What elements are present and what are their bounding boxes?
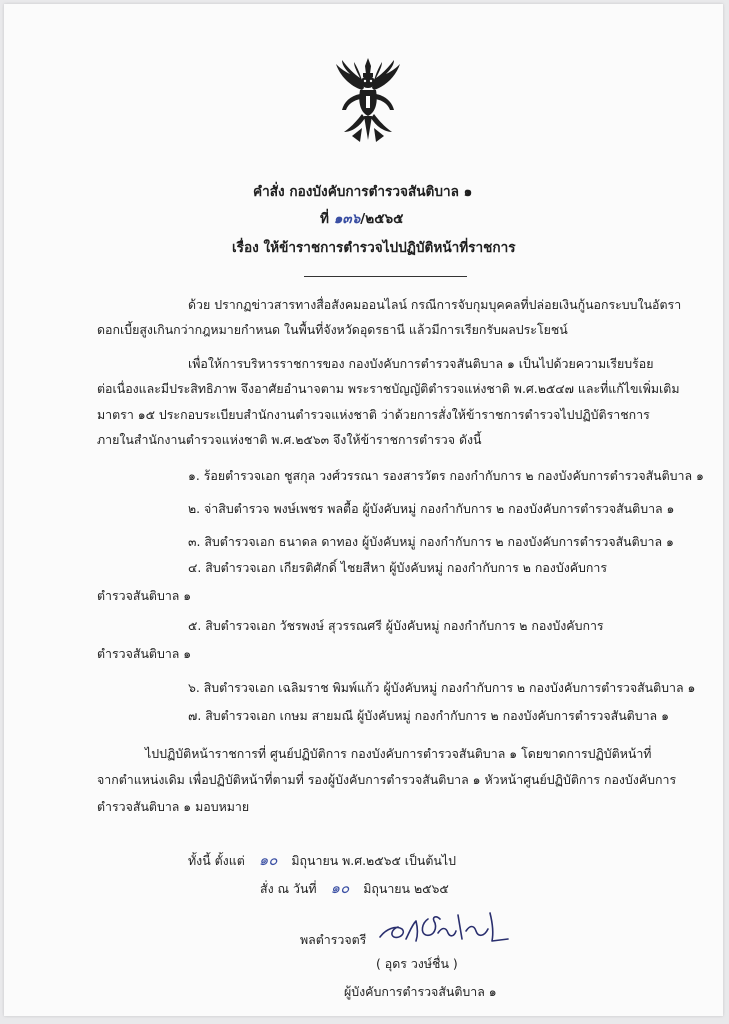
order-subject: เรื่อง ให้ข้าราชการตำรวจไปปฏิบัติหน้าที่ราชการ xyxy=(232,240,516,256)
paragraph-1-line-1: ด้วย ปรากฏข่าวสารทางสื่อสังคมออนไลน์ กรณีการจับกุมบุคคลที่ปล่อยเงินกู้นอกระบบในอัตรา xyxy=(188,297,682,312)
paragraph-3-line-2: จากตำแหน่งเดิม เพื่อปฏิบัติหน้าที่ตามที่ รองผู้บังคับการตำรวจสันติบาล ๑ หัวหน้าศูนย์ปฏิบัติการ กองบังคับการ xyxy=(97,772,677,787)
header-divider xyxy=(304,276,467,277)
order-title: คำสั่ง กองบังคับการตำรวจสันติบาล ๑ xyxy=(253,184,473,200)
officer-item-5: ๕. สิบตำรวจเอก วัชรพงษ์ สุวรรณศรี ผู้บังคับหมู่ กองกำกับการ ๒ กองบังคับการ xyxy=(188,618,604,633)
paragraph-3-line-3: ตำรวจสันติบาล ๑ มอบหมาย xyxy=(97,799,250,814)
order-number-suffix: /๒๕๖๕ xyxy=(360,211,404,227)
officer-item-1: ๑. ร้อยตำรวจเอก ชูสกุล วงศ์วรรณา รองสารวัตร กองกำกับการ ๒ กองบังคับการตำรวจสันติบาล ๑ xyxy=(188,468,704,483)
paragraph-2-line-3: มาตรา ๑๕ ประกอบระเบียบสำนักงานตำรวจแห่งชาติ ว่าด้วยการสั่งให้ข้าราชการตำรวจไปปฏิบัติราชการ xyxy=(97,407,650,422)
effective-prefix: ทั้งนี้ ตั้งแต่ xyxy=(188,853,245,868)
effective-day-handwritten: ๑๐ xyxy=(258,851,278,869)
officer-item-6: ๖. สิบตำรวจเอก เฉลิมราช พิมพ์แก้ว ผู้บังคับหมู่ กองกำกับการ ๒ กองบังคับการตำรวจสันติบาล ๑ xyxy=(188,680,696,695)
document-page xyxy=(4,4,723,1016)
signatory-position: ผู้บังคับการตำรวจสันติบาล ๑ xyxy=(344,984,497,999)
officer-item-5-continued: ตำรวจสันติบาล ๑ xyxy=(97,646,192,661)
ordered-date-line xyxy=(260,880,449,897)
paragraph-1-line-2: ดอกเบี้ยสูงเกินกว่ากฎหมายกำหนด ในพื้นที่จังหวัดอุดรธานี แล้วมีการเรียกรับผลประโยชน์ xyxy=(97,322,568,337)
signatory-name: ( อุดร วงษ์ชื่น ) xyxy=(376,956,458,971)
effective-suffix: มิถุนายน พ.ศ.๒๕๖๕ เป็นต้นไป xyxy=(291,853,456,868)
officer-item-2: ๒. จ่าสิบตำรวจ พงษ์เพชร พลตื้อ ผู้บังคับหมู่ กองกำกับการ ๒ กองบังคับการตำรวจสันติบาล ๑ xyxy=(188,501,675,516)
order-number xyxy=(320,211,403,227)
ordered-day-handwritten: ๑๐ xyxy=(330,879,350,897)
paragraph-2-line-2: ต่อเนื่องและมีประสิทธิภาพ จึงอาศัยอำนาจตาม พระราชบัญญัติตำรวจแห่งชาติ พ.ศ.๒๕๔๗ และที่แก้ไขเพิ่มเติม xyxy=(97,381,680,396)
garuda-emblem-icon xyxy=(332,56,404,148)
paragraph-3-line-1: ไปปฏิบัติหน้าราชการที่ ศูนย์ปฏิบัติการ กองบังคับการตำรวจสันติบาล ๑ โดยขาดการปฏิบัติหน้าที่ xyxy=(145,746,652,761)
officer-item-7: ๗. สิบตำรวจเอก เกษม สายมณี ผู้บังคับหมู่ กองกำกับการ ๒ กองบังคับการตำรวจสันติบาล ๑ xyxy=(188,708,669,723)
effective-date-line xyxy=(188,852,456,869)
signatory-rank: พลตำรวจตรี xyxy=(300,932,367,947)
paragraph-2-line-4: ภายในสำนักงานตำรวจแห่งชาติ พ.ศ.๒๕๖๓ จึงให้ข้าราชการตำรวจ ดังนี้ xyxy=(97,432,482,447)
officer-item-4-continued: ตำรวจสันติบาล ๑ xyxy=(97,588,192,603)
order-number-prefix: ที่ xyxy=(320,211,329,227)
paragraph-2-line-1: เพื่อให้การบริหารราชการของ กองบังคับการตำรวจสันติบาล ๑ เป็นไปด้วยความเรียบร้อย xyxy=(188,356,654,371)
handwritten-signature xyxy=(376,909,516,945)
officer-item-4: ๔. สิบตำรวจเอก เกียรติศักดิ์ ไชยสีหา ผู้บังคับหมู่ กองกำกับการ ๒ กองบังคับการ xyxy=(188,560,608,575)
ordered-prefix: สั่ง ณ วันที่ xyxy=(260,881,317,896)
ordered-suffix: มิถุนายน ๒๕๖๕ xyxy=(363,881,449,896)
order-number-handwritten: ๑๓๖ xyxy=(333,211,361,227)
officer-item-3: ๓. สิบตำรวจเอก ธนาดล ดาทอง ผู้บังคับหมู่ กองกำกับการ ๒ กองบังคับการตำรวจสันติบาล ๑ xyxy=(188,534,674,549)
